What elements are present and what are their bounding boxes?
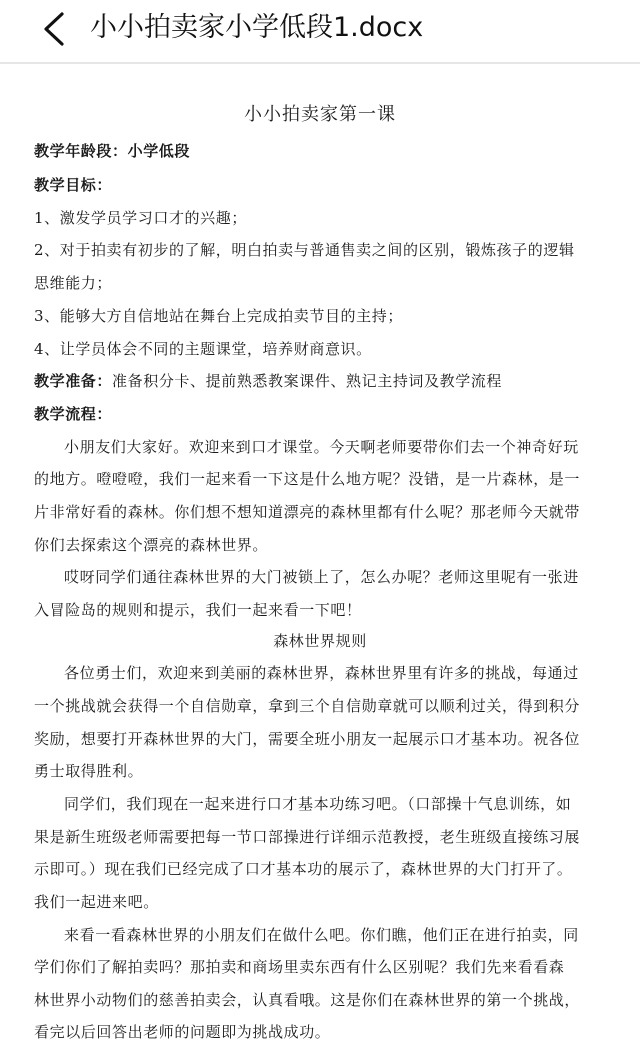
paragraph-line: 同学们，我们现在一起来进行口才基本功练习吧。（口部操十气息训练，如 xyxy=(64,795,572,813)
age-label: 教学年龄段： xyxy=(34,142,128,160)
process-label: 教学流程： xyxy=(34,405,113,423)
back-arrow-icon xyxy=(42,12,66,46)
paragraph-line: 林世界小动物们的慈善拍卖会，认真看哦。这是你们在森林世界的第一个挑战， xyxy=(34,991,581,1009)
prep-value: 准备积分卡、提前熟悉教案课件、熟记主持词及教学流程 xyxy=(112,372,503,390)
paragraph-line: 一个挑战就会获得一个自信勋章，拿到三个自信勋章就可以顺利过关，得到积分 xyxy=(34,697,581,715)
age-line xyxy=(34,140,624,161)
file-title: 小小拍卖家小学低段1.docx xyxy=(90,12,424,43)
paragraph-line: 果是新生班级老师需要把每一节口部操进行详细示范教授，老生班级直接练习展 xyxy=(34,828,581,846)
document-title: 小小拍卖家第一课 xyxy=(244,104,396,125)
paragraph-line: 我们一起进来吧。 xyxy=(34,893,159,911)
age-value: 小学低段 xyxy=(127,142,191,160)
paragraph-line: 示即可。）现在我们已经完成了口才基本功的展示了，森林世界的大门打开了。 xyxy=(34,860,573,878)
paragraph-line: 入冒险岛的规则和提示，我们一起来看一下吧！ xyxy=(34,601,362,619)
paragraph-line: 各位勇士们，欢迎来到美丽的森林世界，森林世界里有许多的挑战，每通过 xyxy=(64,664,579,682)
rules-title: 森林世界规则 xyxy=(273,632,367,650)
paragraph-line: 学们你们了解拍卖吗？那拍卖和商场里卖东西有什么区别呢？我们先来看看森 xyxy=(34,958,565,976)
paragraph-line: 奖励，想要打开森林世界的大门，需要全班小朋友一起展示口才基本功。祝各位 xyxy=(34,730,581,748)
paragraph-line: 勇士取得胜利。 xyxy=(34,762,144,780)
paragraph-line: 的地方。噔噔噔，我们一起来看一下这是什么地方呢？没错，是一片森林，是一 xyxy=(34,470,581,488)
goal-item: 思维能力； xyxy=(34,274,113,292)
prep-label: 教学准备： xyxy=(34,372,113,390)
paragraph-line: 小朋友们大家好。欢迎来到口才课堂。今天啊老师要带你们去一个神奇好玩 xyxy=(64,438,579,456)
paragraph-line: 来看一看森林世界的小朋友们在做什么吧。你们瞧，他们正在进行拍卖，同 xyxy=(64,926,579,944)
paragraph-line: 你们去探索这个漂亮的森林世界。 xyxy=(34,536,269,554)
top-bar xyxy=(0,0,640,58)
goals-label: 教学目标： xyxy=(34,176,113,194)
paragraph-line: 看完以后回答出老师的问题即为挑战成功。 xyxy=(34,1023,331,1041)
goal-item: 3、能够大方自信地站在舞台上完成拍卖节目的主持； xyxy=(34,307,403,325)
paragraph-line: 哎呀同学们通往森林世界的大门被锁上了，怎么办呢？老师这里呢有一张进 xyxy=(64,568,579,586)
back-button[interactable] xyxy=(34,10,74,48)
document-body xyxy=(0,64,640,1045)
goal-item: 4、让学员体会不同的主题课堂，培养财商意识。 xyxy=(34,340,372,358)
goal-item: 2、对于拍卖有初步的了解，明白拍卖与普通售卖之间的区别，锻炼孩子的逻辑 xyxy=(34,241,575,259)
prep-line xyxy=(34,370,624,391)
paragraph-line: 片非常好看的森林。你们想不想知道漂亮的森林里都有什么呢？那老师今天就带 xyxy=(34,503,581,521)
goal-item: 1、激发学员学习口才的兴趣； xyxy=(34,209,247,227)
